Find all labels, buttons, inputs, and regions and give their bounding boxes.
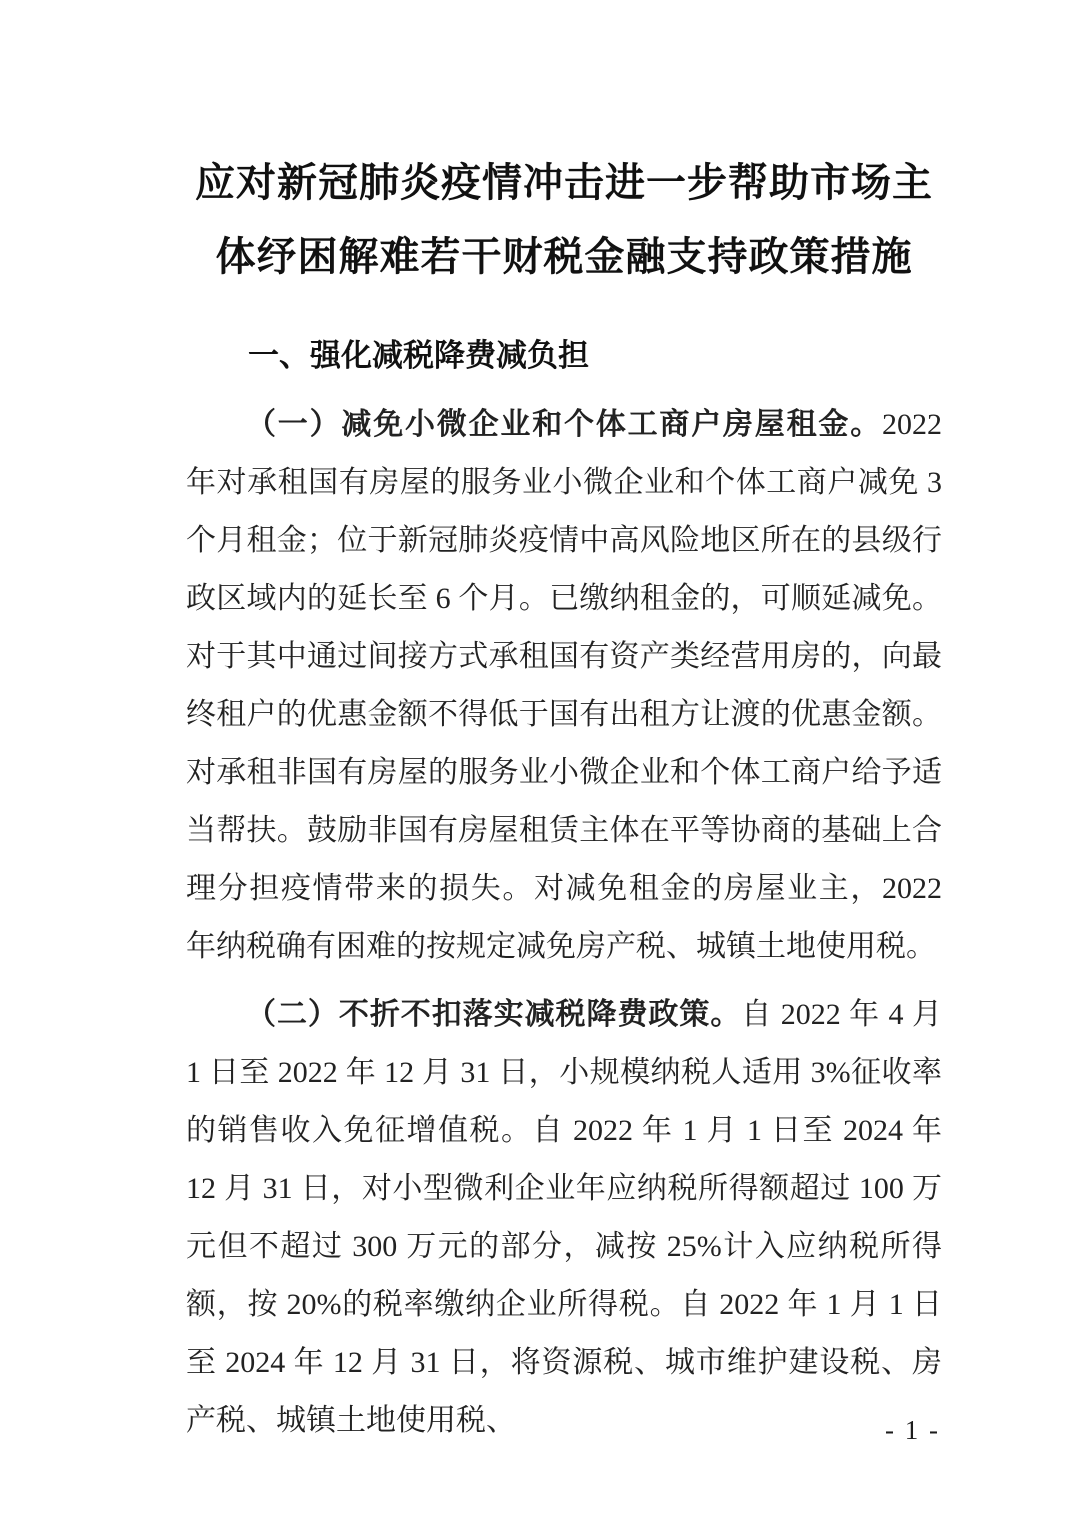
document-title	[186, 0, 942, 294]
paragraph-1-text: 2022 年对承租国有房屋的服务业小微企业和个体工商户减免 3 个月租金；位于新冠肺炎疫情中高风险地区所在的县级行政区域内的延长至 6 个月。已缴纳租金的，可顺延减免。对于其中通过间接方式承租国有资产类经营用房的，向最终租户的优惠金额不得低于国有出租方让渡的优惠金额。对承租非国有房屋的服务业小微企业和个体工商户给予适当帮扶。鼓励非国有房屋租赁主体在平等协商的基础上合理分担疫情带来的损失。对减免租金的房屋业主，2022 年纳税确有困难的按规定减免房产税、城镇土地使用税。	[186, 408, 942, 963]
paragraph-2-text: 自 2022 年 4 月 1 日至 2022 年 12 月 31 日，小规模纳税人适用 3%征收率的销售收入免征增值税。自 2022 年 1 月 1 日至 2024 年 12 月 31 日，对小型微利企业年应纳税所得额超过 100 万元但不超过 300 万元的部分，减按 25%计入应纳税所得额，按 20%的税率缴纳企业所得税。自 2022 年 1 月 1 日至 2024 年 12 月 31 日，将资源税、城市维护建设税、房产税、城镇土地使用税、	[186, 998, 943, 1437]
document-title-line-1: 应对新冠肺炎疫情冲击进一步帮助市场主	[195, 161, 933, 205]
paragraph-1-lead: （一）减免小微企业和个体工商户房屋租金。	[246, 408, 882, 441]
document-title-line-2: 体纾困解难若干财税金融支持政策措施	[215, 235, 913, 279]
page-number: - 1 -	[885, 1415, 940, 1445]
section-heading: 一、强化减税降费减负担	[248, 338, 589, 373]
paragraph-2-lead: （二）不折不扣落实减税降费政策。	[246, 998, 742, 1031]
paragraph-1	[186, 396, 942, 976]
paragraph-2	[186, 986, 942, 1450]
